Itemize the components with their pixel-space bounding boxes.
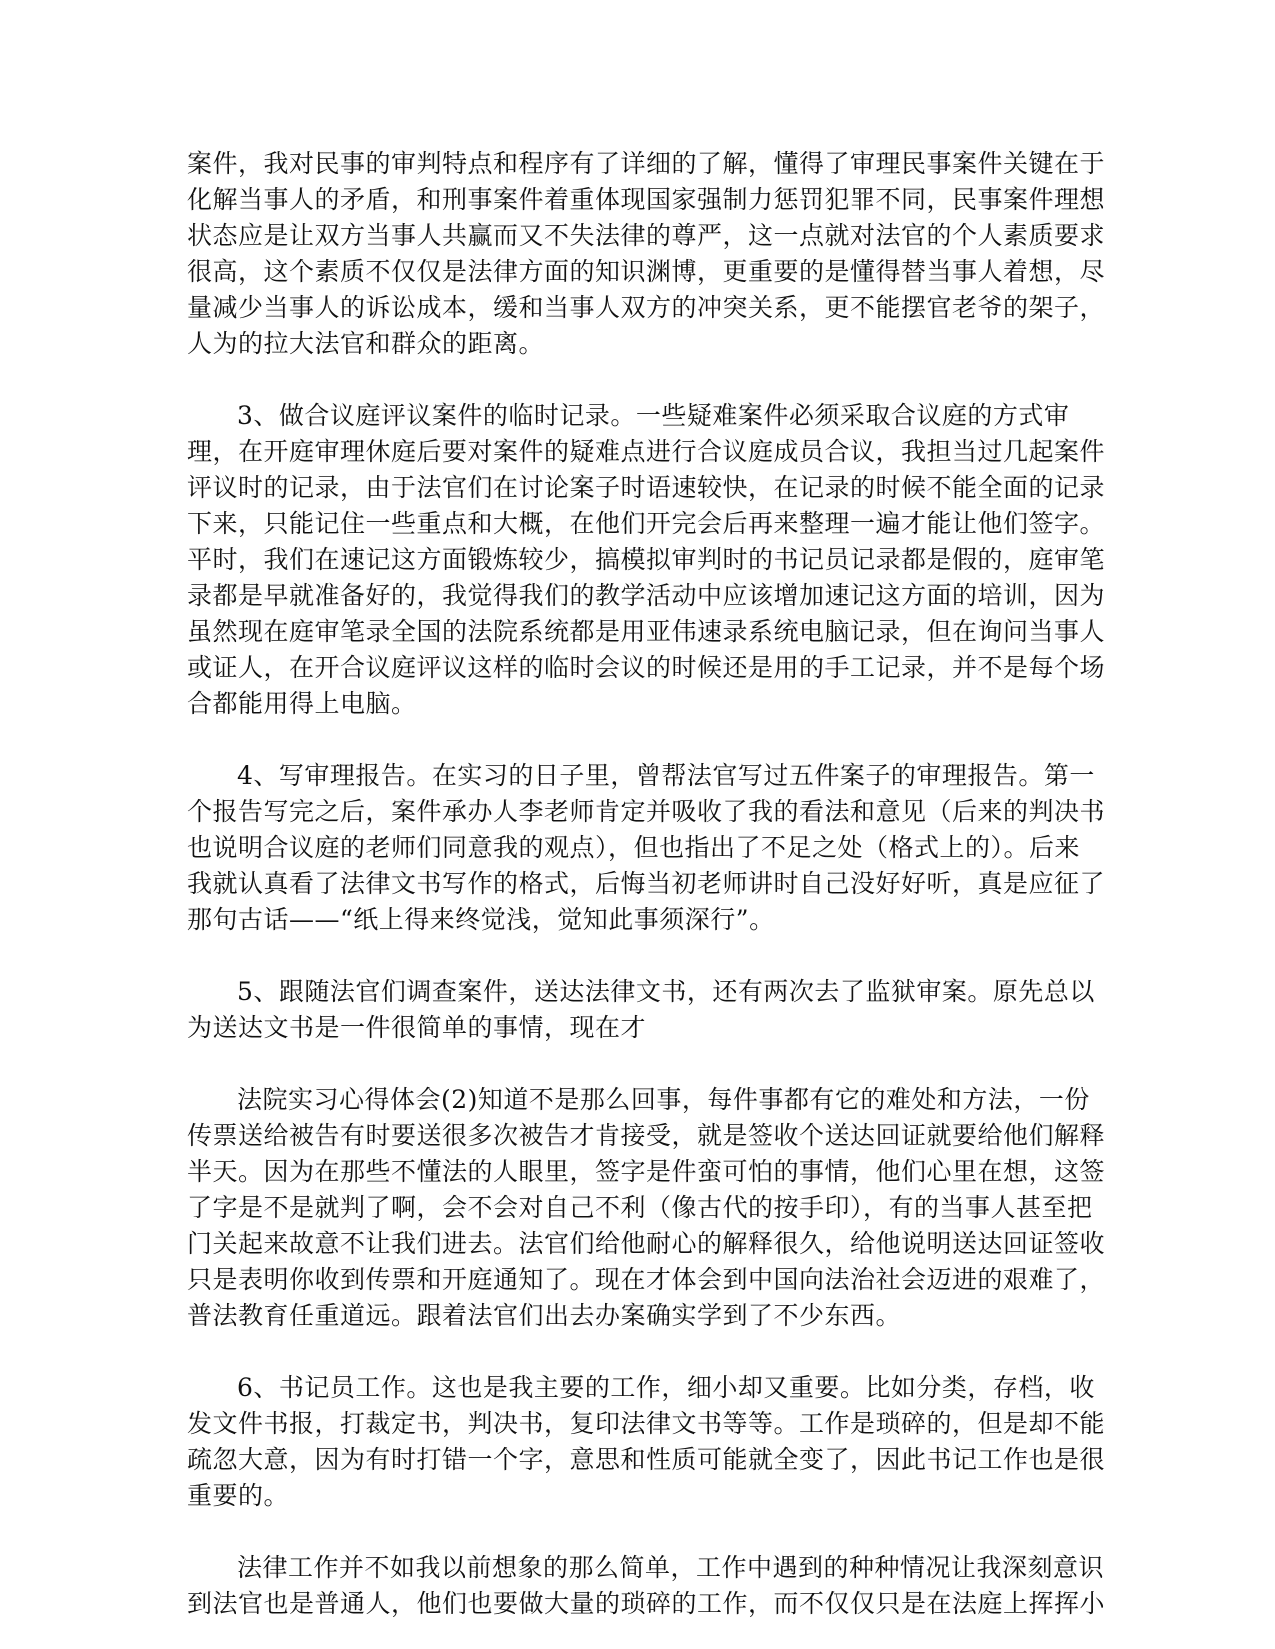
text-line: 量减少当事人的诉讼成本，缓和当事人双方的冲突关系，更不能摆官老爷的架子，: [187, 293, 1106, 322]
text-line: 我就认真看了法律文书写作的格式，后悔当初老师讲时自己没好好听，真是应征了: [187, 869, 1106, 898]
text-line: 平时，我们在速记这方面锻炼较少，搞模拟审判时的书记员记录都是假的，庭审笔: [187, 545, 1106, 574]
text-line: 到法官也是普通人，他们也要做大量的琐碎的工作，而不仅仅只是在法庭上挥挥小: [187, 1589, 1106, 1618]
paragraph-gap: [187, 938, 1087, 974]
paragraph-gap: [187, 1514, 1087, 1550]
text-line: 4、写审理报告。在实习的日子里，曾帮法官写过五件案子的审理报告。第一: [237, 761, 1095, 790]
paragraph-gap: [187, 722, 1087, 758]
text-line: 状态应是让双方当事人共赢而又不失法律的尊严，这一点就对法官的个人素质要求: [187, 221, 1106, 250]
paragraph: [187, 758, 1106, 938]
text-line: 人为的拉大法官和群众的距离。: [187, 329, 545, 358]
text-line: 法律工作并不如我以前想象的那么简单，工作中遇到的种种情况让我深刻意识: [237, 1553, 1105, 1582]
text-line: 理，在开庭审理休庭后要对案件的疑难点进行合议庭成员合议，我担当过几起案件: [187, 437, 1106, 466]
paragraph: [187, 146, 1106, 362]
text-line: 传票送给被告有时要送很多次被告才肯接受，就是签收个送达回证就要给他们解释: [187, 1121, 1106, 1150]
text-line: 半天。因为在那些不懂法的人眼里，签字是件蛮可怕的事情，他们心里在想，这签: [187, 1157, 1106, 1186]
paragraph-gap: [187, 1334, 1087, 1370]
paragraph: [187, 398, 1106, 722]
text-line: 普法教育任重道远。跟着法官们出去办案确实学到了不少东西。: [187, 1301, 902, 1330]
text-line: 疏忽大意，因为有时打错一个字，意思和性质可能就全变了，因此书记工作也是很: [187, 1445, 1106, 1474]
text-line: 门关起来故意不让我们进去。法官们给他耐心的解释很久，给他说明送达回证签收: [187, 1229, 1106, 1258]
text-line: 虽然现在庭审笔录全国的法院系统都是用亚伟速录系统电脑记录，但在询问当事人: [187, 617, 1106, 646]
text-line: 发文件书报，打裁定书，判决书，复印法律文书等等。工作是琐碎的，但是却不能: [187, 1409, 1106, 1438]
text-line: 案件，我对民事的审判特点和程序有了详细的了解，懂得了审理民事案件关键在于: [187, 149, 1106, 178]
text-line: 6、书记员工作。这也是我主要的工作，细小却又重要。比如分类，存档，收: [237, 1373, 1095, 1402]
text-line: 个报告写完之后，案件承办人李老师肯定并吸收了我的看法和意见（后来的判决书: [187, 797, 1106, 826]
text-line: 下来，只能记住一些重点和大概，在他们开完会后再来整理一遍才能让他们签字。: [187, 509, 1106, 538]
text-line: 重要的。: [187, 1481, 290, 1510]
text-line: 3、做合议庭评议案件的临时记录。一些疑难案件必须采取合议庭的方式审: [237, 401, 1070, 430]
text-line: 只是表明你收到传票和开庭通知了。现在才体会到中国向法治社会迈进的艰难了，: [187, 1265, 1106, 1294]
paragraph: [187, 1550, 1106, 1622]
text-line: 5、跟随法官们调查案件，送达法律文书，还有两次去了监狱审案。原先总以: [237, 977, 1095, 1006]
text-line: 化解当事人的矛盾，和刑事案件着重体现国家强制力惩罚犯罪不同，民事案件理想: [187, 185, 1106, 214]
paragraph: [187, 1082, 1106, 1334]
paragraph-gap: [187, 362, 1087, 398]
text-line: 合都能用得上电脑。: [187, 689, 417, 718]
paragraph: [187, 1370, 1106, 1514]
text-line: 也说明合议庭的老师们同意我的观点），但也指出了不足之处（格式上的）。后来: [187, 833, 1081, 862]
text-line: 评议时的记录，由于法官们在讨论案子时语速较快，在记录的时候不能全面的记录: [187, 473, 1106, 502]
document-body: [187, 146, 1106, 1622]
text-line: 很高，这个素质不仅仅是法律方面的知识渊博，更重要的是懂得替当事人着想，尽: [187, 257, 1106, 286]
text-line: 了字是不是就判了啊，会不会对自己不利（像古代的按手印），有的当事人甚至把: [187, 1193, 1093, 1222]
text-line: 为送达文书是一件很简单的事情，现在才: [187, 1013, 647, 1042]
text-line: 或证人，在开合议庭评议这样的临时会议的时候还是用的手工记录，并不是每个场: [187, 653, 1106, 682]
paragraph-gap: [187, 1046, 1087, 1082]
text-line: 那句古话——“纸上得来终觉浅，觉知此事须深行”。: [187, 905, 775, 934]
text-line: 法院实习心得体会(2)知道不是那么回事，每件事都有它的难处和方法，一份: [237, 1085, 1090, 1114]
paragraph: [187, 974, 1095, 1046]
text-line: 录都是早就准备好的，我觉得我们的教学活动中应该增加速记这方面的培训，因为: [187, 581, 1106, 610]
